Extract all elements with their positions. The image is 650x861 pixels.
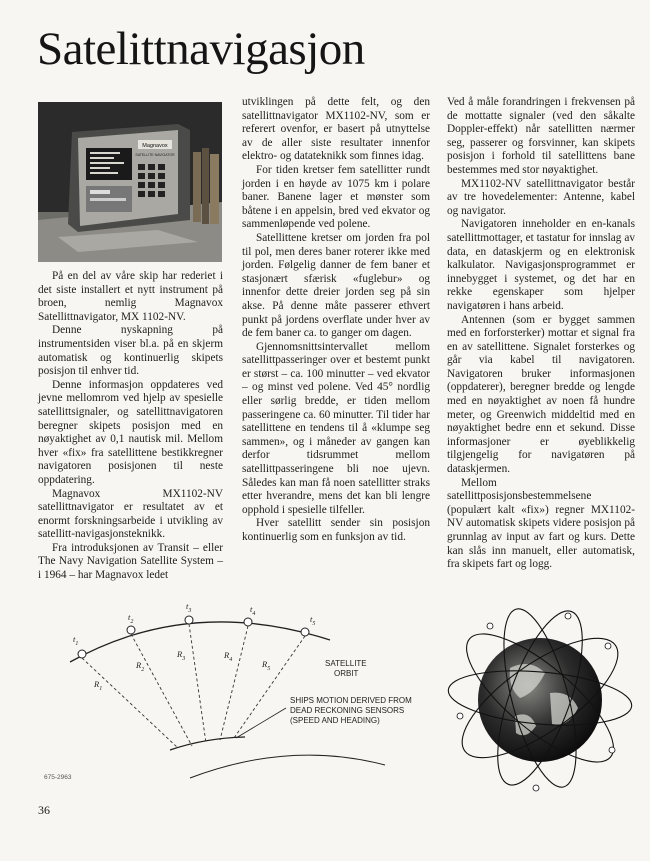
article-title: Satelittnavigasjon <box>37 23 365 75</box>
paragraph: Magnavox MX1102-NV satellittnavigator er resultatet av et enormt forskningsarbeide i utvikling av satellitt-navigasjonsteknikk. <box>38 487 223 541</box>
range-label-4: $R_4$ <box>224 650 233 663</box>
text-column-2 <box>242 96 430 545</box>
earth-globe <box>478 638 602 762</box>
figure-code: 675-2963 <box>44 774 72 781</box>
range-label-5: $R_5$ <box>262 659 271 672</box>
ship-motion-label-1: SHIPS MOTION DERIVED FROM <box>290 696 412 705</box>
satellite-position-4 <box>244 618 252 626</box>
page-number: 36 <box>38 803 50 817</box>
paragraph: Fra introduksjonen av Transit – eller The Navy Navigation Satellite System – i 1964 – har Magnavox ledet <box>38 541 223 582</box>
range-label-1: $R_1$ <box>94 679 103 692</box>
time-label-4: $t_4$ <box>250 604 256 617</box>
satellite-pass-diagram <box>40 600 430 790</box>
navigator-photo <box>38 102 222 262</box>
navigator-device-illustration <box>38 102 222 262</box>
paragraph: Antennen (som er bygget sammen med en forforsterker) mottar et signal fra en av satellittene. Signalet forsterkes og går via kabel til navigatoren. Navigatoren bruker informasjonen (oppdaterer), beregner bredde og lengde med en nøyaktighet av noen få hundre meter, og Greenwich middeltid med en nøyaktighet bedre enn et sekund. Disse informasjoner er øyeblikkelig tilgjengelig for navigatøren på dataskjermen. <box>447 313 635 476</box>
text-column-1 <box>38 270 223 583</box>
range-line-3 <box>189 624 206 743</box>
paragraph: Denne informasjon oppdateres ved jevne mellomrom ved hjelp av spesielle satellittsignaler, og satellittnavigatoren beregner skipets posisjon med en nøyaktighet av 0,1 nautisk mil. Mellom hver «fix» fra satellittene bestikkregner navigatoren posisjonen til neste oppdatering. <box>38 378 223 486</box>
ship-motion-label-2: DEAD RECKONING SENSORS <box>290 706 405 715</box>
text-column-3 <box>447 96 635 572</box>
paragraph: MX1102-NV satellittnavigator består av tre hovedelementer: Antenne, kabel og navigator. <box>447 177 635 217</box>
satellite-orbit-label-1: SATELLITE <box>325 659 367 668</box>
device-brand: Magnavox <box>142 143 168 149</box>
satellite-orbit-label-2: ORBIT <box>334 669 359 678</box>
time-label-2: $t_2$ <box>128 612 134 625</box>
range-label-3: $R_3$ <box>177 649 186 662</box>
paragraph: Mellom satellittposisjonsbestemmelsene (populært kalt «fix») regner MX1102-NV automatisk skipets videre posisjon på grunnlag av input av fart og kurs. Dette kan slås inn manuelt, eller automatisk, fra skipets fart og logg. <box>447 476 635 571</box>
ship-motion-leader <box>236 708 286 738</box>
time-label-5: $t_5$ <box>310 614 316 627</box>
paragraph: For tiden kretser fem satellitter rundt jorden i en høyde av 1075 km i polare baner. Banene lager et mønster som båtene i en appelsin, bred ved ekvator og sammenløpende ved polene. <box>242 163 430 231</box>
device-label: SATELLITE NAVIGATOR <box>135 153 175 157</box>
range-line-2 <box>131 634 192 746</box>
time-label-1: $t_1$ <box>73 634 79 647</box>
range-label-2: $R_2$ <box>136 660 145 673</box>
satellite-position-1 <box>78 650 86 658</box>
range-line-4 <box>220 626 248 740</box>
range-line-1 <box>82 658 178 748</box>
globe-orbits-illustration <box>440 598 640 798</box>
ship-motion-label-3: (SPEED AND HEADING) <box>290 716 380 725</box>
earth-surface <box>190 755 385 778</box>
paragraph: Denne nyskapning på instrumentsiden viser bl.a. på en skjerm automatisk og kontinuerlig skipets posisjon til enhver tid. <box>38 324 223 378</box>
satellite-position-3 <box>185 616 193 624</box>
time-label-3: $t_3$ <box>186 601 192 614</box>
paragraph: Satellittene kretser om jorden fra pol til pol, men deres baner roterer ikke med jorden. Følgelig danner de fem baner et stasjonært sfærisk «fuglebur» og innenfor dette dreier jorden seg på sin akse. På denne måte passerer ethvert punkt på jordens overflate under hver av de fem baner ca. to ganger om dagen. <box>242 231 430 340</box>
paragraph: Gjennomsnittsintervallet mellom satellittpasseringer over et bestemt punkt er størst – ca. 100 minutter – ved ekvator – og minst ved polene. Ved 45° nordlig eller sørlig bredde, er tiden mellom passeringene ca. 60 minutter. Til tider har satellittene en tendens til å «klumpe seg sammen», og i måneder av gangen kan derfor tidsrummet mellom satellittpasseringene bli noe ujevn. Således kan man få noen satellitter straks etter hverandre, mens det kan bli lengre opphold i spesielle tilfeller. <box>242 340 430 516</box>
paragraph: Ved å måle forandringen i frekvensen på de mottatte signaler (ved den såkalte Doppler-effekt) når satellitten nærmer seg, passerer og forsvinner, kan skipets posisjon i forhold til satellittens bane bestemmes med stor nøyaktighet. <box>447 96 635 176</box>
satellite-position-2 <box>127 626 135 634</box>
satellite-position-5 <box>301 628 309 636</box>
ship-track <box>170 737 245 750</box>
paragraph: På en del av våre skip har rederiet i det siste installert et nytt instrument på broen, nemlig Magnavox Satellittnavigator, MX 1102-NV. <box>38 270 223 323</box>
paragraph: Navigatoren inneholder en en-kanals satellittmottager, et tastatur for innslag av data, en dataskjerm og en elektronisk kalkulator. Navigasjonsprogrammet er innebygget i systemet, og det har en rekke egenskaper som hjelper navigatøren i hans arbeid. <box>447 218 635 312</box>
paragraph: utviklingen på dette felt, og den satellittnavigator MX1102-NV, som er referert ovenfor, er basert på utnyttelse av de aller siste resultater innenfor elektro- og datateknikk som finnes idag. <box>242 96 430 163</box>
paragraph: Hver satellitt sender sin posisjon kontinuerlig som en funksjon av tid. <box>242 517 430 543</box>
